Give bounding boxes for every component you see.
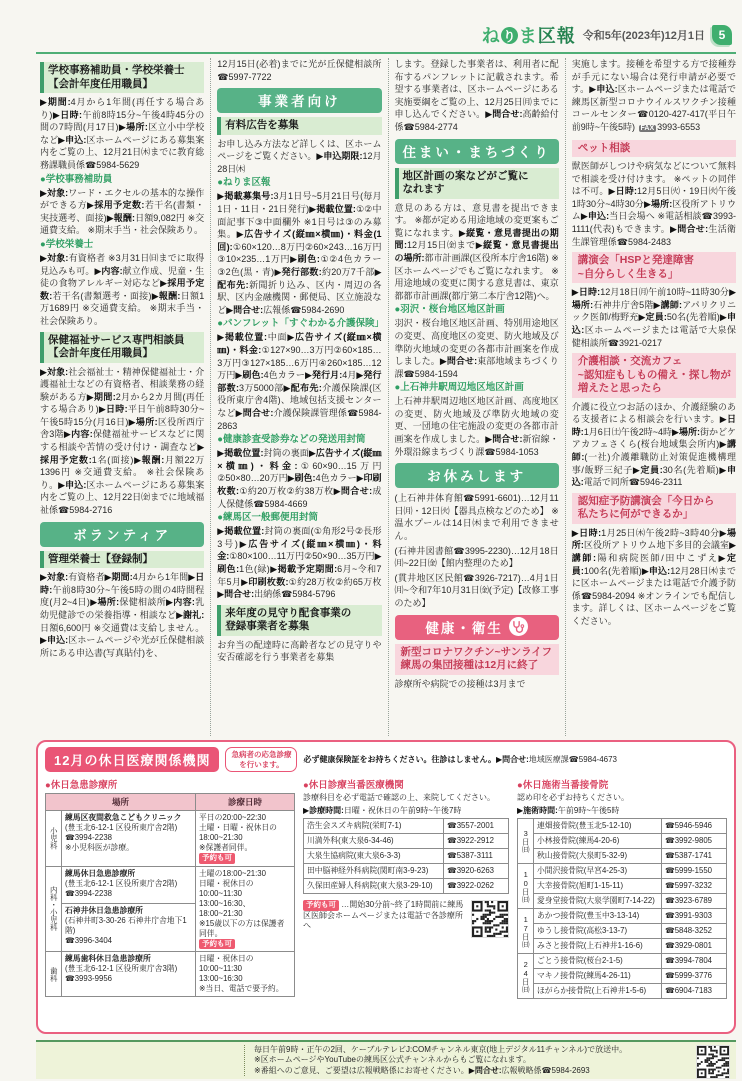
col-header-time: 診療日時 (196, 794, 295, 811)
article-body: ▶対象:有資格者 ※3月31日㈰までに取得見込みも可。▶内容:献立作成、児童・生徒の食物アレルギー対応など▶採用予定数:若干名(書類選考・面接)▶報酬:日額1万1689円 ※交通費支給。 ※期末手当・社会保険あり。 (40, 252, 205, 326)
logo-char: ま (518, 26, 537, 46)
hospital-row (304, 879, 509, 894)
article-body: (石神井図書館☎3995-2230)…12月18日㈪~22日㈮【館内整理のため】 (394, 545, 559, 569)
article-heading: 介護相談・交流カフェ ~認知症もしもの備え・探し物が 増えたと思ったら (572, 353, 736, 398)
holiday-duty-hospitals (303, 776, 509, 999)
clinic-table (45, 793, 295, 997)
page-number-leaf: 5 (712, 25, 732, 45)
article-heading: 有料広告を募集 (217, 117, 381, 135)
medical-title: 12月の休日医療関係機関 (45, 747, 219, 772)
category-band: ボランティア (40, 522, 204, 547)
reservation-note-text: 予約も可 …開始30分前~終了1時間前に練馬区医師会ホームページまたは電話で各診療所へ (303, 900, 464, 930)
sub-article-heading: ●上石神井駅周辺地区地区計画 (394, 382, 524, 394)
medical-note: 必ず健康保険証をお持ちください。往診はしません。▶問合せ:地域医療課☎5984-4673 (303, 754, 618, 764)
hospital-row (304, 819, 509, 834)
osteopath-name: 小林接骨院(練馬4-20-6) (534, 834, 662, 849)
article-body: ▶対象:社会福祉士・精神保健福祉士・介護福祉士などの有資格者、相談業務の経験がある方▶期間:2月から2カ月間(再任する場合あり)▶日時:平日午前8時30分~午後5時15分(月16日)▶場所:区役所西庁舎3階▶内容:保健福祉サービスなどに関する相談や苦情の受け付け・調査など▶採用予定数:1名(面接)▶報酬:月額22万1396円 ※交通費支給。 ※社会保険あり。▶申込:区ホームページにある募集案内をご覧の上、12月22日㈮までに地域福祉係☎5984-2716 (40, 366, 205, 516)
article-heading: 管理栄養士【登録制】 (40, 551, 204, 569)
sub-article-heading: ●健康診査受診券などの発送用封筒 (217, 434, 366, 446)
masthead (482, 22, 732, 48)
osteopath-name: ほがらか接骨院(上石神井1-5-6) (534, 984, 662, 999)
logo-kuho: 区報 (537, 26, 576, 46)
category-band: お休みします (395, 463, 559, 488)
article-body: します。登録した事業者は、利用者に配布するパンフレットに記載されます。希望する事業者は、区ホームページにある実施要綱をご覧の上、12月25日㈪までに申し込んでください。▶問合せ:高齢給付係☎5984-2774 (394, 59, 559, 132)
hospital-qr-wrap (471, 900, 509, 942)
osteopath-row (518, 879, 727, 894)
osteopath-phone: ☎5999-1550 (662, 864, 727, 879)
column-2 (210, 58, 387, 736)
osteopath-name: あかつ接骨院(豊玉中3-13-14) (534, 909, 662, 924)
department-label: 内科・小児科 (46, 866, 62, 952)
footer-qr (696, 1045, 728, 1077)
left-heading: ●休日急患診療所 (45, 780, 118, 791)
right-heading: ●休日施術当番接骨院 (517, 780, 609, 791)
osteopath-phone: ☎6904-7183 (662, 984, 727, 999)
footer-text (254, 1045, 690, 1077)
osteopath-phone: ☎3994-7804 (662, 954, 727, 969)
osteopath-row (518, 909, 727, 924)
hospital-name: 久保田産婦人科病院(東大泉3-29-10) (304, 879, 444, 894)
article-body: 実施します。接種を希望する方で接種券が手元にない場合は発行申請が必要です。▶申込:区ホームページまたは電話で練馬区新型コロナウイルスワクチン接種コールセンター☎0120-427-417(平日午前9時~午後5時) FAX 3993-6553 (571, 59, 736, 132)
hospital-name: 川満外科(東大泉6-34-46) (304, 834, 444, 849)
osteopath-row (518, 834, 727, 849)
date-label: 3日㈰ (518, 819, 534, 864)
article-heading: 認知症予防講演会「今日から 私たちに何ができるか」 (572, 493, 736, 524)
clinic-hours: 土曜の18:00~21:30 日曜・祝休日の10:00~11:30 13:00~16:30、18:00~21:30 ※15歳以下の方は保護者同伴。 予約も可 (196, 866, 295, 952)
article-body: ▶日時:12月18日㈪午前10時~11時30分▶場所:石神井庁舎5階▶講師:アパリクリニック医師/梅野充▶定員:50名(先着順)▶申込:区ホームページまたは電話で大泉保健相談所☎3921-0217 (571, 287, 736, 348)
middle-note: 診療科目を必ず電話で確認の上、来院してください。 (303, 793, 495, 802)
article-body: ▶対象:有資格者▶期間:4月から1年間▶日時:午前8時30分~午後5時の間の4時間程度(月2~4日)▶場所:保健相談所▶内容:乳幼児健診での栄養指導・相談など▶謝礼:日額6,600円 ※交通費は支給しません。▶申込:区ホームページや光が丘保健相談所にある申込書(写真貼付)を、 (40, 572, 205, 658)
clinic-place: 練馬区夜間救急こどもクリニック (豊玉北6-12-1 区役所東庁舎2階) ☎3994-2238 ※小児科医が診療。 (62, 811, 196, 867)
osteopath-name: みさと接骨院(上石神井1-16-6) (534, 939, 662, 954)
sub-article-heading: ●学校事務補助員 (40, 173, 113, 185)
department-label: 小児科 (46, 811, 62, 867)
hospital-phone: ☎3557-2001 (444, 819, 509, 834)
issue-date: 令和5年(2023年)12月1日 (582, 30, 705, 42)
osteopath-name: 愛身堂接骨院(大泉学園町7-14-22) (534, 894, 662, 909)
emergency-care-badge: 急病者の応急診療 を行います。 (225, 747, 297, 772)
footer-band (36, 1040, 736, 1079)
article-heading: 新型コロナワクチン~サンライフ 練馬の集団接種は12月に終了 (395, 644, 559, 675)
osteopath-phone: ☎3923-6789 (662, 894, 727, 909)
sub-article-heading: ●ねりま区報 (217, 177, 271, 189)
clinic-hours: 平日の20:00~22:30 土曜・日曜・祝休日の 18:00~21:30 ※保護者同伴。 予約も可 (196, 811, 295, 867)
osteopath-row (518, 954, 727, 969)
article-body: (貫井地区区民館☎3926-7217)…4月1日㈪~令和7年10月31日㈮(予定)【改修工事のため】 (394, 572, 559, 608)
osteopath-name: ごとう接骨院(桜台2-1-5) (534, 954, 662, 969)
hospital-name: 浩生会スズキ病院(栄町7-1) (304, 819, 444, 834)
osteopath-row (518, 924, 727, 939)
holiday-duty-osteopaths (517, 776, 727, 999)
category-band (395, 615, 559, 640)
clinic-row (46, 952, 295, 997)
col-header-place: 場所 (46, 794, 196, 811)
article-body: ▶掲載位置:封筒の裏面(①角形2号②長形3号)▶広告サイズ(縦㎜×横㎜)・料金:①80×100…11万円②50×90…35万円▶刷色:1色(緑)▶掲載予定期間:6月~令和7年5月▶印刷枚数:①約28万枚②約65万枚▶問合せ:出納係☎5984-5796 (217, 526, 382, 600)
osteopath-phone: ☎5997-3232 (662, 879, 727, 894)
qr-code (696, 1045, 730, 1079)
clinic-place: 練馬休日急患診療所 (豊玉北6-12-1 区役所東庁舎2階) ☎3994-2238 (62, 866, 196, 903)
hospital-row (304, 864, 509, 879)
hospital-phone: ☎3920-6263 (444, 864, 509, 879)
osteopath-phone: ☎3991-9303 (662, 909, 727, 924)
hospital-row (304, 849, 509, 864)
clinic-place: 練馬歯科休日急患診療所 (豊玉北6-12-1 区役所東庁舎3階) ☎3993-9956 (62, 952, 196, 997)
article-body: ▶掲載募集号:3月1日号~5月21日号(毎月1日・11日・21日発行)▶掲載位置:①②中面記事下③中面欄外 ※1日号は③のみ募集。▶広告サイズ(縦㎜×横㎜)・料金(1回):①60×120…8万円②60×243…16万円③10×235…1万円▶刷色:①②4色カラー③2色(黒・青)▶発行部数:約20万7千部▶配布先:新聞折り込み、区内・周辺の各駅、区内金融機関・郵便局、区立施設など▶問合せ:広報係☎5984-2690 (217, 191, 382, 315)
article-body: 介護に役立つお話のほか、介護経験のある支援者による相談会を行います。▶日時:1月6日㈯午後2時~4時▶場所:街かどケアカフェさくら(桜台地域集会所内)▶講師:(一社)介護離職防止対策促進機構理事/飯野三紀子▶定員:30名(先着順)▶申込:電話で同所☎5946-2311 (571, 401, 736, 488)
clinic-place: 石神井休日急患診療所 (石神井町3-30-26 石神井庁舎地下1階) ☎3996-3404 (62, 903, 196, 951)
article-body: お弁当の配達時に高齢者などの見守りや安否確認を行う事業者を募集 (217, 639, 382, 663)
column-3 (388, 58, 565, 736)
article-body: ▶期間:4月から1年間(再任する場合あり)▶日時:午前8時15分~午後4時45分の間の7時間(月17日)▶場所:区立小中学校など▶申込:区ホームページにある募集案内をご覧の上、12月21日㈭までに教育総務課職員係☎5984-5629 (40, 97, 205, 170)
osteopath-phone: ☎5999-3776 (662, 969, 727, 984)
osteopath-row (518, 819, 727, 834)
date-label: 17日㈰ (518, 909, 534, 954)
article-body: 12月15日(必着)までに光が丘保健相談所☎5997-7722 (217, 59, 382, 82)
column-4 (565, 58, 736, 736)
middle-time: ▶診療時間:日曜・祝休日の午前9時~午後7時 (303, 805, 462, 815)
osteopath-row (518, 864, 727, 879)
osteopath-phone: ☎5946-5946 (662, 819, 727, 834)
footer-line-2: ※区ホームページやYouTubeの練馬区公式チャンネルからもご覧になれます。 (254, 1055, 531, 1065)
hospital-phone: ☎3922-2912 (444, 834, 509, 849)
article-body: ▶掲載位置:封筒の裏面▶広告サイズ(縦㎜×横㎜)・料金:①60×90…15万円②50×80…20万円▶刷色:4色カラー▶印刷枚数:①約20万枚②約38万枚▶問合せ:成人保健係☎5984-4669 (217, 448, 382, 509)
article-body: 意見のある方は、意見書を提出できます。 ※都が定める用途地域の変更案もご覧になれます。▶縦覧・意見書提出の期間:12月15日㈮まで▶縦覧・意見書提出の場所:都市計画課(区役所本庁舎16階) ※区ホームページでもご覧になれます。 ※用途地域の変更に関する意見書は、東京都都市計画課(都庁第二本庁舎12階)へ。 (394, 202, 559, 301)
hospital-phone: ☎3922-0262 (444, 879, 509, 894)
clinic-hours: 日曜・祝休日の10:00~11:30 13:00~16:30 ※当日、電話で要予約。 (196, 952, 295, 997)
right-note: 認め印を必ずお持ちください。 (517, 793, 629, 802)
article-body: (上石神井体育館☎5991-6601)…12月11日㈪・12日㈫【器具点検などのため】 ※温水プールは14日㈭まで利用できません。 (394, 493, 559, 542)
sub-article-heading: ●羽沢・桜台地区地区計画 (394, 304, 505, 316)
main-columns (40, 58, 736, 736)
osteopath-phone: ☎3929-0801 (662, 939, 727, 954)
article-body: ▶日時:1月25日㈭午後2時~3時40分▶場所:区役所アトリウム地下多目的会議室▶講師:陽和病院医師/田中こずえ▶定員:100名(先着順)▶申込:12月28日㈭までに区ホームページまたは電話で介護予防係☎5984-2094 ※オンラインでも配信します。詳しくは、区ホームページをご覧ください。 (571, 527, 736, 626)
right-time: ▶施術時間:午前9時~午後5時 (517, 805, 620, 815)
footer-line-3: ※番組へのご意見、ご要望は広報戦略係にお寄せください。▶問合せ:広報戦略係☎5984-2693 (254, 1065, 590, 1075)
date-label: 24日㈰ (518, 954, 534, 999)
sub-article-heading: ●パンフレット「すぐわかる介護保険」 (217, 318, 385, 330)
article-heading: 保健福祉サービス専門相談員 【会計年度任用職員】 (40, 332, 204, 363)
osteopath-row (518, 984, 727, 999)
article-body: ▶対象:ワード・エクセルの基本的な操作ができる方▶採用予定数:若干名(書類・実技選考、面接)▶報酬:日額9,082円 ※交通費支給。 ※期末手当・社会保険あり。 (40, 187, 205, 236)
column-1 (40, 58, 210, 736)
sub-article-heading: ●学校栄養士 (40, 238, 94, 250)
logo-char-circle: り (502, 28, 516, 44)
fax-icon: FAX (640, 124, 655, 132)
footer-line-1: 毎日午前9時・正午の2回、ケーブルテレビJ:COMチャンネル東京(地上デジタル11チャンネル)で放送中。 (254, 1044, 628, 1054)
osteopath-phone: ☎5848-3252 (662, 924, 727, 939)
logo-char: ね (481, 26, 500, 46)
medical-info-section (36, 740, 736, 1034)
osteopath-name: 小間沢接骨院(早宮4-25-3) (534, 864, 662, 879)
nerima-kuho-logo (482, 22, 576, 48)
osteopath-row (518, 939, 727, 954)
article-heading: 地区計画の案などがご覧に なれます (395, 168, 559, 199)
reservation-badge: 予約も可 (199, 939, 235, 950)
footer-left-space (44, 1045, 245, 1076)
category-band: 事業者向け (217, 88, 381, 113)
article-body: 羽沢・桜台地区地区計画、特別用途地区の変更、高度地区の変更、防火地域及び準防火地域の変更の各都市計画案を作成しました。▶問合せ:東部地域まちづくり課☎5984-1594 (394, 318, 559, 379)
band-label: 健康・衛生 (425, 620, 503, 636)
osteopath-row (518, 849, 727, 864)
reservation-badge: 予約も可 (303, 900, 339, 911)
middle-heading: ●休日診療当番医療機関 (303, 780, 404, 791)
article-heading: ペット相談 (572, 140, 736, 158)
hospital-row (304, 834, 509, 849)
holiday-emergency-clinics (45, 776, 295, 999)
article-body: 診療所や病院での接種は3月まで (394, 678, 526, 689)
hospital-phone: ☎5387-3111 (444, 849, 509, 864)
osteopath-name: 秋山接骨院(大泉町5-32-9) (534, 849, 662, 864)
clinic-row (46, 811, 295, 867)
article-body: 獣医師がしつけや病気などについて無料で相談を受け付けます。 ※ペットの同伴は不可。▶日時:12月5日㈫・19日㈫午後1時30分~4時30分▶場所:区役所アトリウム▶申込:当日会場へ ※電話相談☎3993-1111(代表)もできます。▶問合せ:生活衛生課管理係☎5984-2483 (571, 161, 736, 247)
article-body: ▶掲載位置:中面▶広告サイズ(縦㎜×横㎜)・料金:①127×90…3万円②60×185…3万円③127×185…6万円④260×185…12万円▶刷色:4色カラー▶発行月:4月▶発行部数:3万5000部▶配布先:介護保険課(区役所東庁舎4階)、地域包括支援センターなど▶問合せ:介護保険課管理係☎5984-2863 (217, 332, 382, 431)
sub-article-heading: ●練馬区一般郵便用封筒 (217, 512, 318, 524)
article-heading: 学校事務補助員・学校栄養士 【会計年度任用職員】 (40, 62, 204, 93)
osteopath-row (518, 969, 727, 984)
osteopath-name: 大幸接骨院(旭町1-15-11) (534, 879, 662, 894)
article-body: お申し込み方法など詳しくは、区ホームページをご覧ください。▶申込期限:12月28日㈭ (217, 138, 382, 174)
medical-columns (45, 776, 727, 999)
hospital-name: 大泉生協病院(東大泉6-3-3) (304, 849, 444, 864)
qr-code (471, 900, 509, 938)
reservation-badge: 予約も可 (199, 853, 235, 864)
article-body: 上石神井駅周辺地区地区計画、高度地区の変更、防火地域及び準防火地域の変更、一団地の住宅施設の変更の各都市計画案を作成しました。▶問合せ:新宿線・外環沿線まちづくり課☎5984-1053 (394, 396, 559, 457)
stethoscope-icon (509, 617, 528, 636)
osteopath-name: マキノ接骨院(練馬4-26-11) (534, 969, 662, 984)
osteopath-phone: ☎3992-9805 (662, 834, 727, 849)
osteopath-phone: ☎5387-1741 (662, 849, 727, 864)
category-band: 住まい・まちづくり (395, 139, 559, 164)
osteopath-table (517, 818, 727, 999)
article-heading: 来年度の見守り配食事業の 登録事業者を募集 (217, 605, 381, 636)
clinic-row (46, 866, 295, 903)
osteopath-row (518, 894, 727, 909)
article-heading: 講演会「HSPと発達障害 ~自分らしく生きる」 (572, 252, 736, 283)
department-label: 歯科 (46, 952, 62, 997)
header-rule (36, 52, 736, 54)
date-label: 10日㈰ (518, 864, 534, 909)
osteopath-name: 連畑接骨院(豊玉北5-12-10) (534, 819, 662, 834)
hospital-name: 田中脳神経外科病院(関町南3-9-23) (304, 864, 444, 879)
reservation-note (303, 900, 509, 942)
hospital-table (303, 818, 509, 894)
medical-header (45, 747, 727, 772)
osteopath-name: ゆうし接骨院(高松3-13-7) (534, 924, 662, 939)
